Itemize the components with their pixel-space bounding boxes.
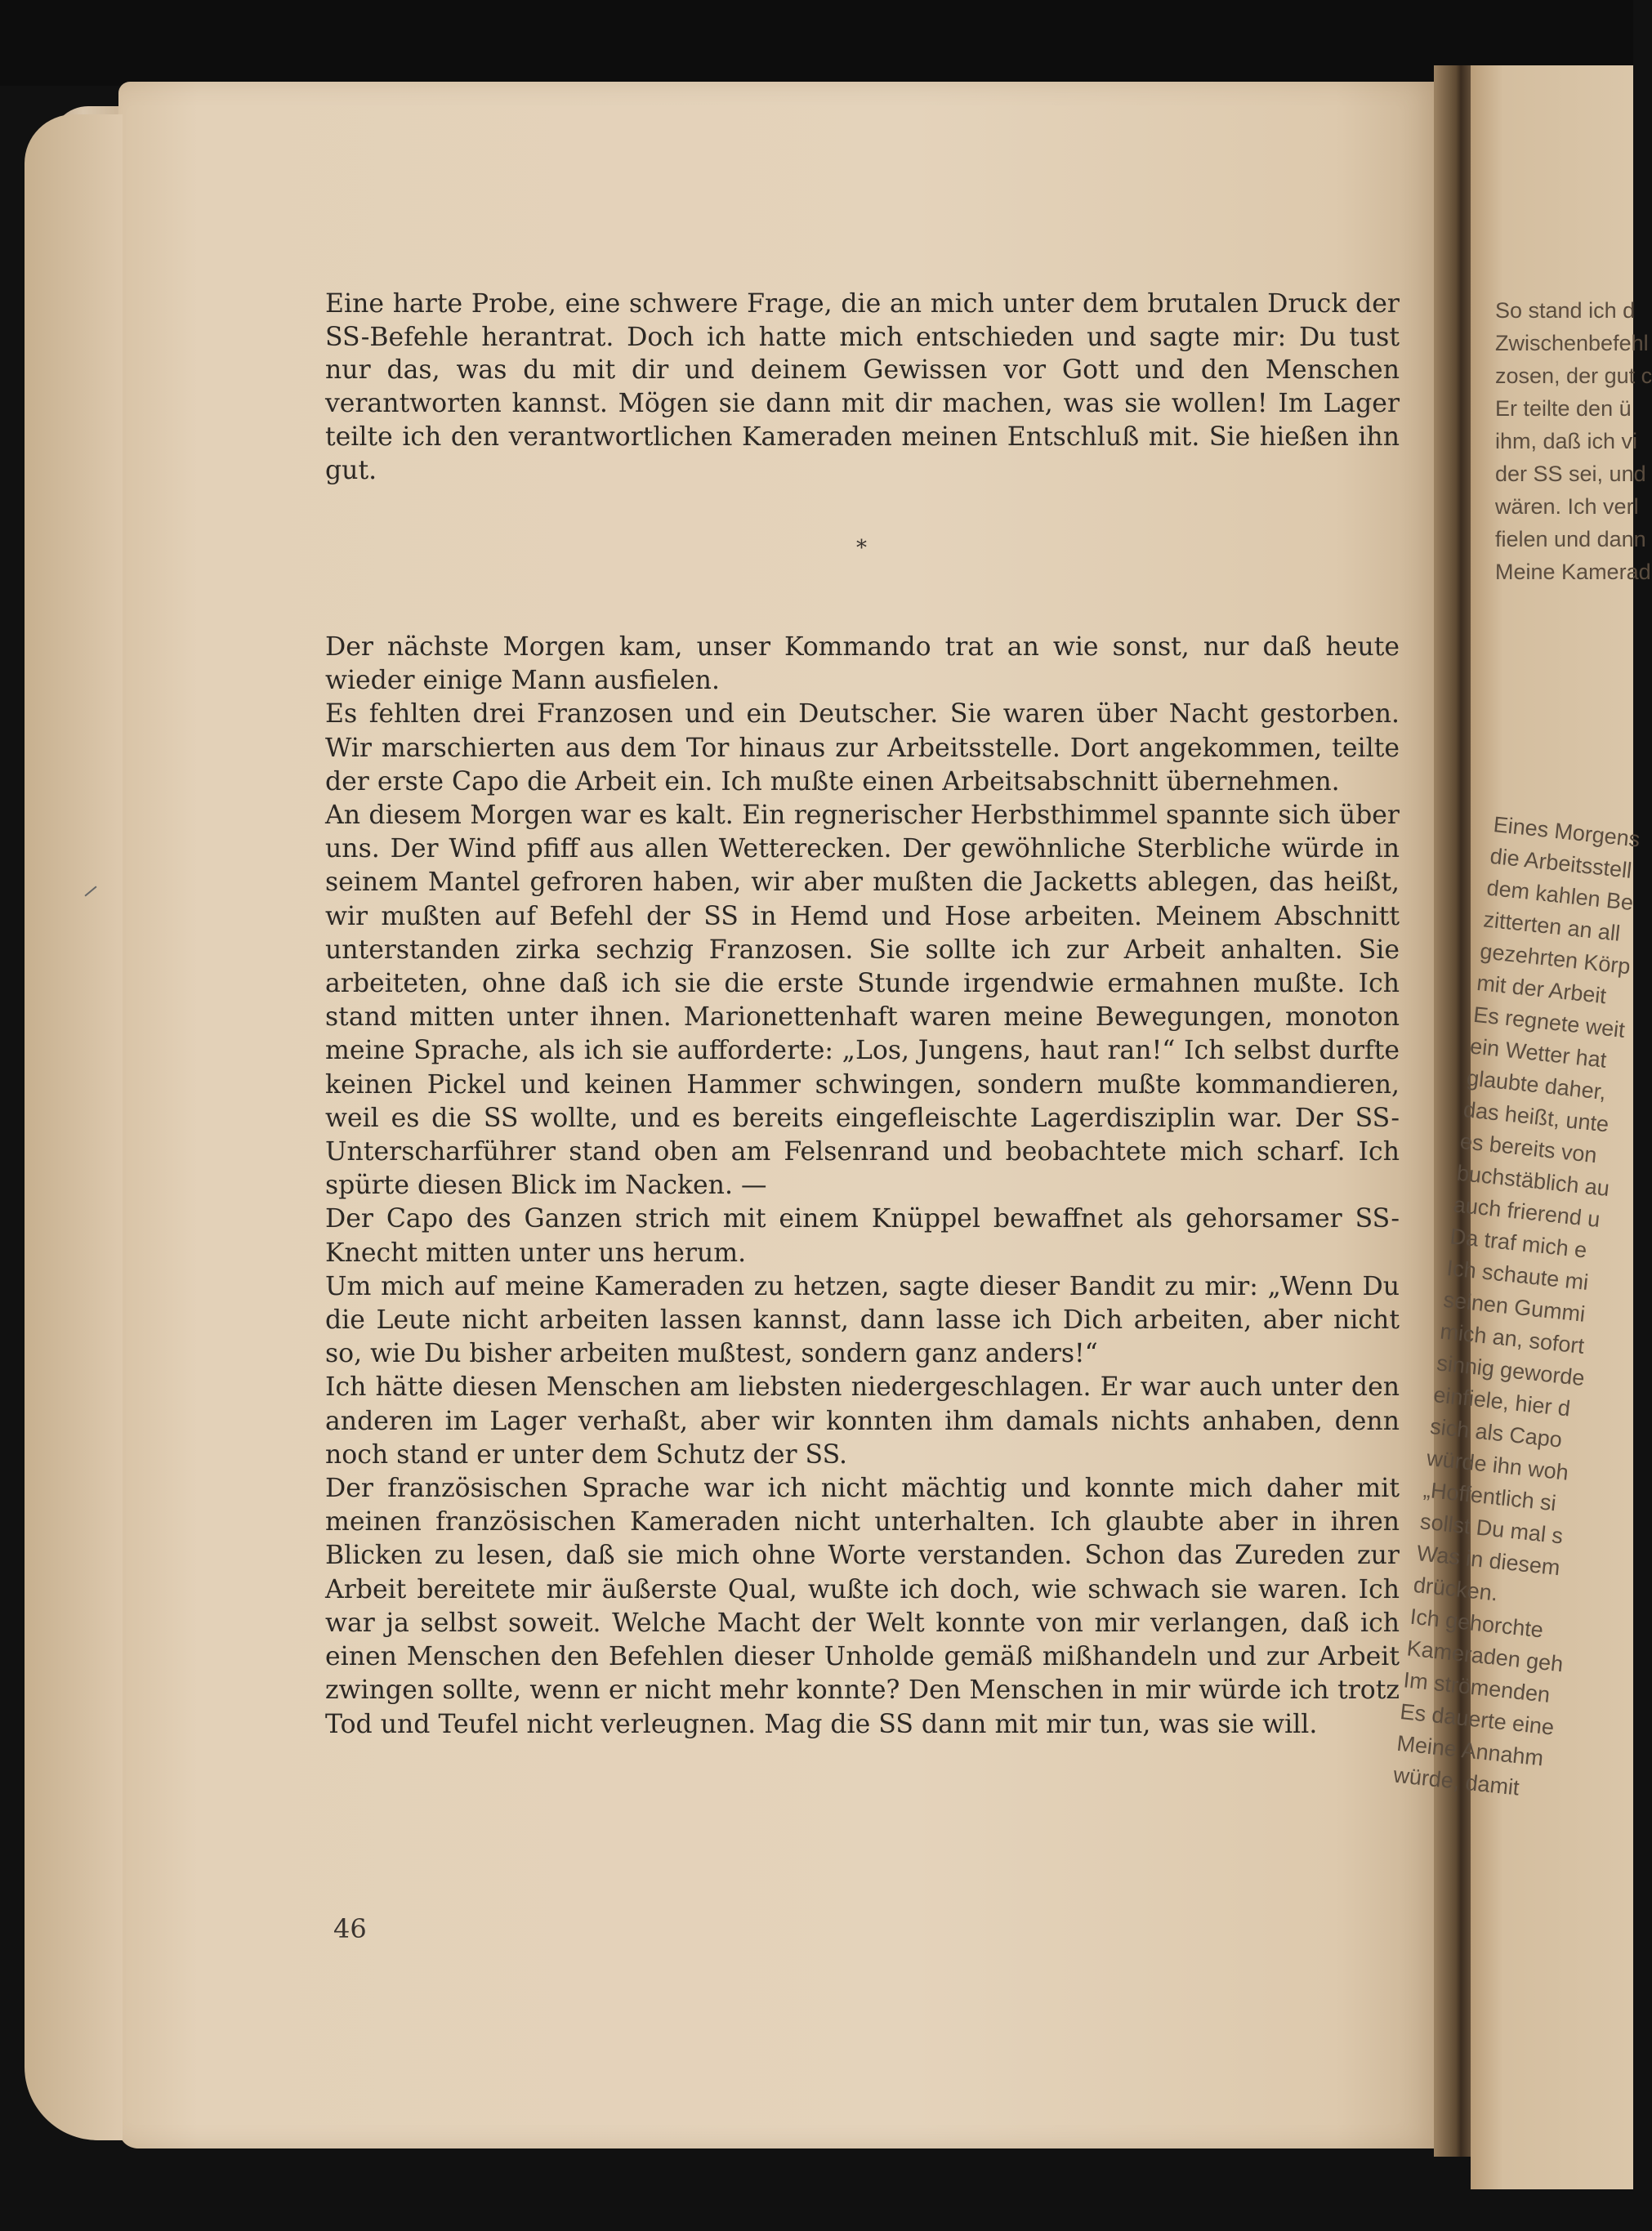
page-number: 46: [333, 1913, 367, 1944]
right-fragment: Meine Annahm: [1395, 1730, 1545, 1771]
paragraph: Ich hätte diesen Menschen am liebsten niedergeschlagen. Er war auch unter den anderen im Lager verhaßt, aber wir konnten ihm damals nichts anhaben, denn noch stand er unter dem Schutz der SS.: [325, 1372, 1400, 1470]
right-page-text-top: [1495, 294, 1652, 588]
right-fragment: Im strömenden: [1402, 1667, 1552, 1707]
right-fragment: Zwischenbefehl: [1495, 331, 1649, 355]
right-fragment: buchstäblich au: [1455, 1160, 1611, 1202]
right-fragment: drücken.: [1412, 1572, 1499, 1606]
right-fragment: ihm, daß ich vi: [1495, 429, 1638, 453]
right-fragment: sollst Du mal s: [1418, 1509, 1565, 1549]
section-divider: *: [856, 536, 867, 560]
right-fragment: Meine Kamerad: [1495, 560, 1651, 584]
paragraph: Der Capo des Ganzen strich mit einem Knüppel bewaffnet als gehorsamer SS-Knecht mitten unter uns herum.: [325, 1204, 1400, 1268]
right-fragment: Eines Morgens: [1492, 811, 1641, 852]
paragraph: An diesem Morgen war es kalt. Ein regnerischer Herbsthimmel spannte sich über uns. Der Wind pfiff aus allen Wetterecken. Der gewöhnliche Sterbliche würde in seinem Mantel gefroren haben, wir aber mußten die Jacketts ablegen, das heißt, wir mußten auf Befehl der SS in Hemd und Hose arbeiten. Meinem Abschnitt unterstanden zirka sechzig Franzosen. Sie sollte ich zur Arbeit anhalten. Sie arbeiteten, ohne daß ich sie die erste Stunde irgendwie ermahnen mußte. Ich stand mitten unter ihnen. Marionettenhaft waren meine Bewegungen, monoton meine Sprache, als ich sie aufforderte: „Los, Jungens, haut ran!“ Ich selbst durfte keinen Pickel und keinen Hammer schwingen, sondern mußte kommandieren, weil es die SS wollte, und es bereits eingefleischte Lagerdisziplin war. Der SS-Unterscharführer stand oben am Felsenrand und beobachtete mich scharf. Ich spürte diesen Blick im Nacken. —: [325, 801, 1400, 1201]
right-fragment: ein Wetter hat: [1468, 1033, 1608, 1073]
paragraph: Es fehlten drei Franzosen und ein Deutscher. Sie waren über Nacht gestorben. Wir marschierten aus dem Tor hinaus zur Arbeitsstelle. Dort angekommen, teilte der erste Capo die Arbeit ein. Ich mußte einen Arbeitsabschnitt übernehmen.: [325, 699, 1400, 796]
right-fragment: auch frierend u: [1452, 1192, 1601, 1233]
right-fragment: es bereits von: [1458, 1128, 1598, 1168]
right-fragment: mich an, sofort: [1439, 1319, 1586, 1359]
right-fragment: zitterten an all: [1482, 907, 1622, 946]
right-fragment: wären. Ich verl: [1495, 494, 1639, 519]
right-fragment: Was in diesem: [1415, 1541, 1561, 1581]
paragraph: Der nächste Morgen kam, unser Kommando trat an wie sonst, nur daß heute wieder einige Mann ausfielen.: [325, 632, 1400, 696]
right-fragment: Da traf mich e: [1449, 1224, 1588, 1263]
right-fragment: Kameraden geh: [1405, 1635, 1565, 1677]
right-fragment: seinen Gummi: [1442, 1287, 1587, 1327]
paragraph: Der französischen Sprache war ich nicht mächtig und konnte mich daher mit meinen französischen Kameraden nicht unterhalten. Ich glaubte aber in ihren Blicken zu lesen, daß sie mich ohne Worte verstanden. Schon das Zureden zur Arbeit bereitete mir äußerste Qual, wußte ich doch, wie schwach sie waren. Ich war ja selbst soweit. Welche Macht der Welt konnte von mir verlangen, daß ich einen Menschen den Befehlen dieser Unholde gemäß mißhandeln und zur Arbeit zwingen sollte, wenn er nicht mehr konnte? Den Menschen in mir würde ich trotz Tod und Teufel nicht verleugnen. Mag die SS dann mit mir tun, was sie will.: [325, 1474, 1400, 1739]
right-fragment: Ich schaute mi: [1445, 1255, 1590, 1296]
right-fragment: Ich gehorchte: [1409, 1604, 1545, 1643]
right-fragment: einfiele, hier d: [1432, 1382, 1572, 1421]
right-fragment: fielen und dann: [1495, 527, 1646, 551]
right-fragment: Er teilte den ü: [1495, 396, 1632, 421]
right-fragment: zosen, der gut c: [1495, 364, 1652, 388]
paragraph-1: Eine harte Probe, eine schwere Frage, die an mich unter dem brutalen Druck der SS-Befehle herantrat. Doch ich hatte mich entschieden und sagte mir: Du tust nur das, was du mit dir und deinem Gewissen vor Gott und den Menschen verantworten kannst. Mögen sie dann mit dir machen, was sie wollen! Im Lager teilte ich den verantwortlichen Kameraden meinen Entschluß mit. Sie hießen ihn gut.: [325, 289, 1400, 485]
right-fragment: Es regnete weit: [1471, 1002, 1627, 1042]
opening-paragraph-block: [325, 288, 1400, 487]
right-fragment: sinnig geworde: [1435, 1350, 1586, 1391]
right-fragment: würde, damit: [1392, 1762, 1521, 1800]
right-fragment: „Hoffentlich si: [1422, 1477, 1558, 1516]
right-fragment: das heißt, unte: [1462, 1097, 1610, 1137]
right-fragment: dem kahlen Be: [1485, 875, 1635, 916]
right-fragment: die Arbeitsstell: [1489, 843, 1633, 883]
main-text-block: [325, 631, 1400, 1742]
right-fragment: glaubte daher,: [1465, 1065, 1608, 1104]
right-fragment: sich als Capo: [1428, 1413, 1564, 1452]
right-fragment: Es dauerte eine: [1399, 1698, 1556, 1740]
right-fragment: mit der Arbeit: [1476, 970, 1608, 1009]
right-fragment: gezehrten Körp: [1479, 939, 1632, 979]
dark-background: [0, 0, 1633, 86]
paragraph: Um mich auf meine Kameraden zu hetzen, sagte dieser Bandit zu mir: „Wenn Du die Leute nicht arbeiten lassen kannst, dann lasse ich Dich arbeiten, aber nicht so, wie Du bisher arbeiten mußtest, sondern ganz anders!“: [325, 1271, 1400, 1369]
right-fragment: So stand ich d: [1495, 298, 1636, 323]
right-fragment: der SS sei, und: [1495, 462, 1646, 486]
right-fragment: würde ihn woh: [1425, 1445, 1570, 1485]
